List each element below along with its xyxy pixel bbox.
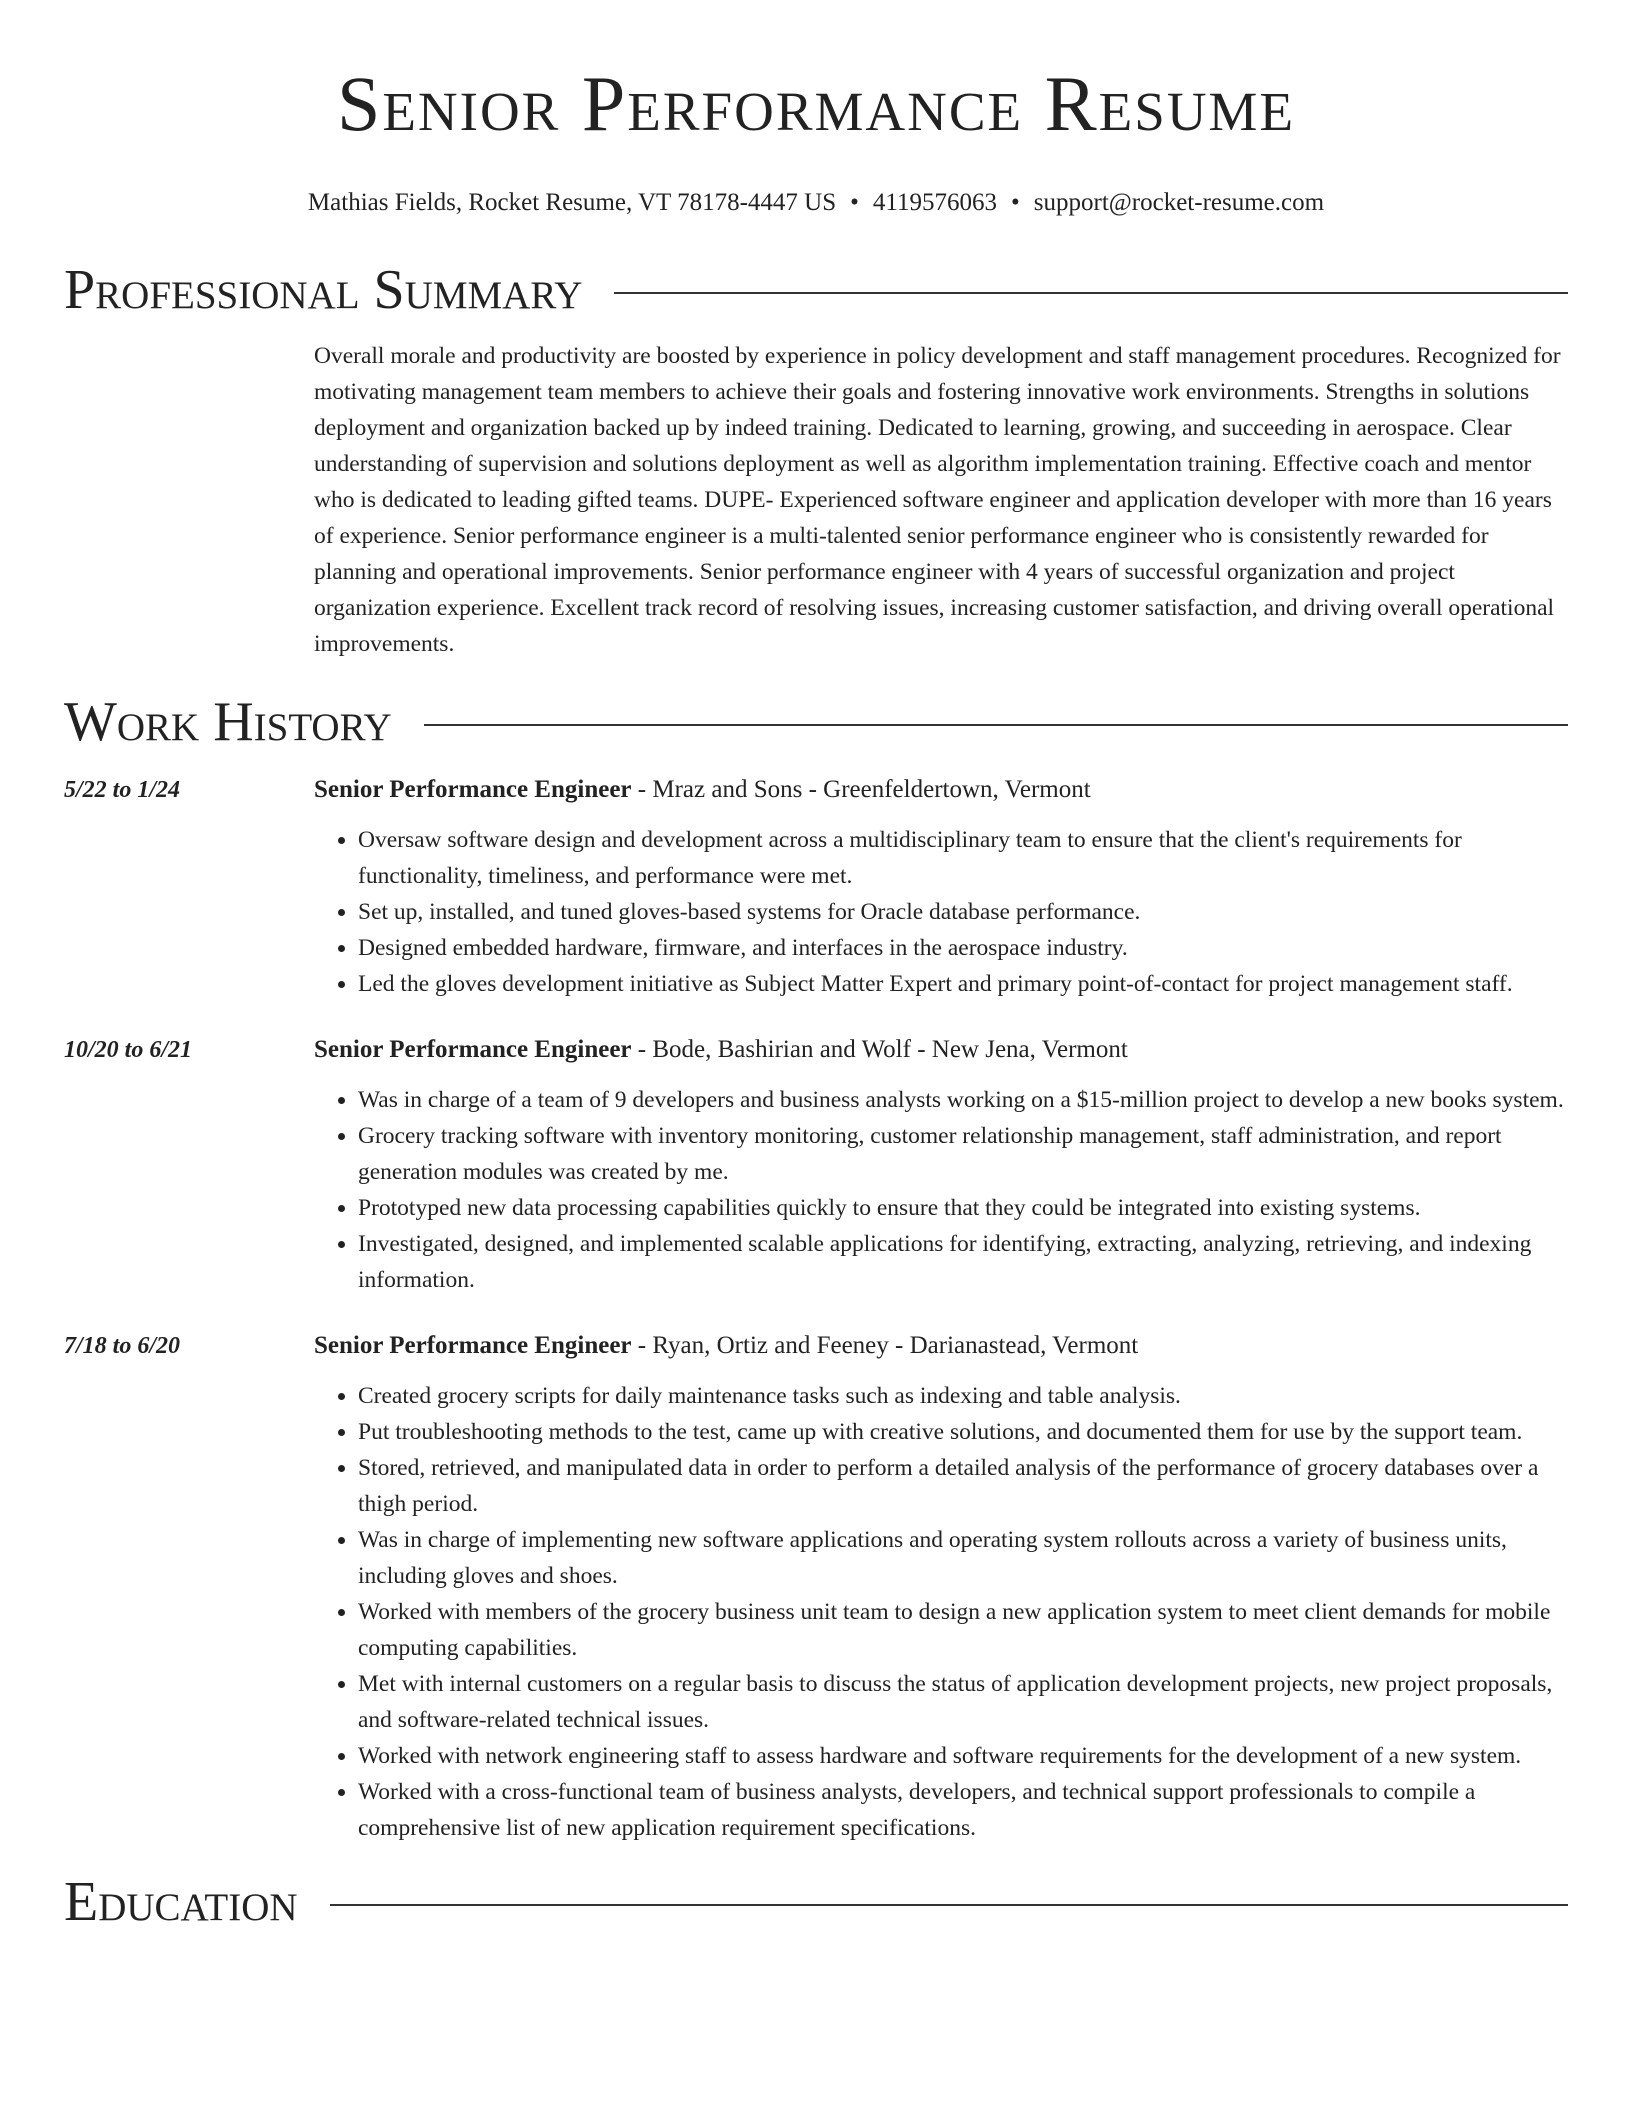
job-dates: 7/18 to 6/20 bbox=[64, 1333, 181, 1359]
section-divider bbox=[424, 724, 1568, 726]
job-employer-location: - Mraz and Sons - Greenfeldertown, Vermont bbox=[631, 776, 1091, 803]
job-bullet: • Prototyped new data processing capabilities quickly to ensure that they could be integrated into existing systems. bbox=[358, 1190, 1568, 1226]
contact-separator: • bbox=[1011, 189, 1020, 216]
job-bullet: • Oversaw software design and development across a multidisciplinary team to ensure that the client's requirements for functionality, timeliness, and performance were met. bbox=[358, 822, 1568, 894]
job-bullet: • Put troubleshooting methods to the test, came up with creative solutions, and documented them for use by the support team. bbox=[358, 1414, 1568, 1450]
job-body bbox=[314, 1030, 1568, 1298]
job-employer-location: - Ryan, Ortiz and Feeney - Darianastead, Vermont bbox=[631, 1332, 1139, 1359]
job-bullet: • Was in charge of implementing new software applications and operating system rollouts across a variety of business units, including gloves and shoes. bbox=[358, 1522, 1568, 1594]
job-bullet: • Met with internal customers on a regular basis to discuss the status of application development projects, new project proposals, and software-related technical issues. bbox=[358, 1666, 1568, 1738]
job-bullet: • Created grocery scripts for daily maintenance tasks such as indexing and table analysis. bbox=[358, 1378, 1568, 1414]
job-bullet: • Worked with network engineering staff to assess hardware and software requirements for the development of a new system. bbox=[358, 1738, 1568, 1774]
education-heading: Education bbox=[64, 1871, 298, 1933]
job-title: Senior Performance Engineer bbox=[314, 1332, 632, 1359]
job-entry bbox=[64, 770, 1568, 1002]
job-heading bbox=[314, 770, 1568, 810]
job-heading bbox=[314, 1326, 1568, 1366]
job-dates: 5/22 to 1/24 bbox=[64, 777, 181, 803]
job-body bbox=[314, 770, 1568, 1002]
job-heading bbox=[314, 1030, 1568, 1070]
resume-title: Senior Performance Resume bbox=[336, 60, 1296, 147]
job-bullet: • Worked with members of the grocery business unit team to design a new application system to meet client demands for mobile computing capabilities. bbox=[358, 1594, 1568, 1666]
contact-separator: • bbox=[850, 189, 859, 216]
job-title: Senior Performance Engineer bbox=[314, 776, 632, 803]
section-divider bbox=[330, 1904, 1568, 1906]
job-bullet: • Stored, retrieved, and manipulated data in order to perform a detailed analysis of the performance of grocery databases over a thigh period. bbox=[358, 1450, 1568, 1522]
job-entry bbox=[64, 1030, 1568, 1298]
job-entry bbox=[64, 1326, 1568, 1846]
summary-section-header bbox=[64, 256, 1568, 324]
contact-address: Mathias Fields, Rocket Resume, VT 78178-4447 US bbox=[307, 189, 837, 216]
job-bullet-list bbox=[314, 1082, 1568, 1298]
job-title: Senior Performance Engineer bbox=[314, 1036, 632, 1063]
contact-line bbox=[64, 186, 1568, 220]
summary-text: Overall morale and productivity are boosted by experience in policy development and staff management procedures. Recognized for motivating management team members to achieve their goals and fostering innovative work environments. Strengths in solutions deployment and organization backed up by indeed training. Dedicated to learning, growing, and succeeding in aerospace. Clear understanding of supervision and solutions deployment as well as algorithm implementation training. Effective coach and mentor who is dedicated to leading gifted teams. DUPE- Experienced software engineer and application developer with more than 16 years of experience. Senior performance engineer is a multi-talented senior performance engineer who is consistently rewarded for planning and operational improvements. Senior performance engineer with 4 years of successful organization and project organization experience. Excellent track record of resolving issues, increasing customer satisfaction, and driving overall operational improvements. bbox=[314, 343, 1561, 657]
job-bullet: • Led the gloves development initiative as Subject Matter Expert and primary point-of-contact for project management staff. bbox=[358, 966, 1568, 1002]
job-body bbox=[314, 1326, 1568, 1846]
job-bullet: • Designed embedded hardware, firmware, and interfaces in the aerospace industry. bbox=[358, 930, 1568, 966]
job-dates: 10/20 to 6/21 bbox=[64, 1037, 193, 1063]
section-divider bbox=[614, 292, 1568, 294]
contact-email: support@rocket-resume.com bbox=[1033, 189, 1325, 216]
job-employer-location: - Bode, Bashirian and Wolf - New Jena, Vermont bbox=[631, 1036, 1128, 1063]
job-bullet: • Investigated, designed, and implemented scalable applications for identifying, extracting, analyzing, retrieving, and indexing information. bbox=[358, 1226, 1568, 1298]
work-history-list bbox=[64, 770, 1568, 1846]
contact-phone: 4119576063 bbox=[872, 189, 997, 216]
job-bullet: • Set up, installed, and tuned gloves-based systems for Oracle database performance. bbox=[358, 894, 1568, 930]
work-heading: Work History bbox=[64, 691, 392, 753]
work-section-header bbox=[64, 688, 1568, 756]
job-bullet: • Was in charge of a team of 9 developers and business analysts working on a $15-million project to develop a new books system. bbox=[358, 1082, 1568, 1118]
summary-heading: Professional Summary bbox=[64, 259, 583, 321]
job-bullet: • Worked with a cross-functional team of business analysts, developers, and technical support professionals to compile a comprehensive list of new application requirement specifications. bbox=[358, 1774, 1568, 1846]
job-bullet-list bbox=[314, 1378, 1568, 1846]
job-bullet: • Grocery tracking software with inventory monitoring, customer relationship management, staff administration, and report generation modules was created by me. bbox=[358, 1118, 1568, 1190]
education-section-header bbox=[64, 1868, 1568, 1936]
job-bullet-list bbox=[314, 822, 1568, 1002]
